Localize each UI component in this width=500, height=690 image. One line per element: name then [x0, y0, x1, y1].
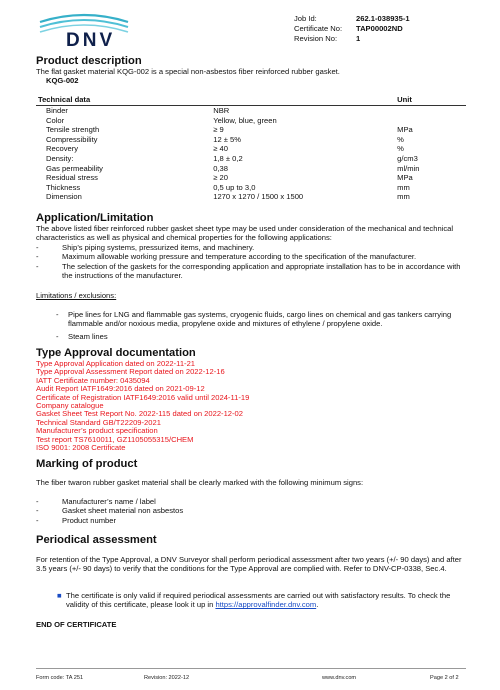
- revision-no-row: [294, 34, 410, 44]
- marking-list: [36, 497, 472, 525]
- property-value: 0,5 up to 3,0: [213, 182, 256, 192]
- dash-icon: -: [36, 252, 39, 262]
- property-unit: %: [397, 134, 404, 144]
- property-value: ≥ 40: [213, 144, 228, 154]
- approval-document-item: IATT Certificate number: 0435094: [36, 375, 150, 385]
- approval-document-item: Audit Report IATF1649:2016 dated on 2021-09-12: [36, 384, 205, 394]
- property-name: Thickness: [46, 182, 81, 192]
- property-unit: MPa: [397, 125, 413, 135]
- dash-icon: -: [36, 506, 39, 516]
- footer-divider: [36, 668, 466, 669]
- property-unit: mm: [397, 182, 410, 192]
- unit-heading: Unit: [397, 95, 412, 104]
- approval-document-item: Company catalogue: [36, 401, 104, 411]
- technical-data-header: [36, 95, 466, 106]
- end-of-certificate: END OF CERTIFICATE: [36, 620, 117, 629]
- validity-note-text: The certificate is only valid if required periodical assessments are carried out with satisfactory results. To check the validity of this certificate, please look it up in: [66, 591, 451, 610]
- footer-page: Page 2 of 2: [430, 675, 459, 681]
- product-description-heading: Product description: [36, 55, 142, 67]
- technical-data-row: [36, 125, 466, 135]
- list-item: [36, 497, 472, 506]
- property-name: Residual stress: [46, 173, 98, 183]
- property-name: Recovery: [46, 144, 79, 154]
- limitations-label: Limitations / exclusions:: [36, 291, 117, 300]
- property-name: Binder: [46, 106, 68, 115]
- technical-data-table: [36, 95, 466, 202]
- technical-data-row: [36, 192, 466, 202]
- list-item-text: The selection of the gaskets for the corresponding application and appropriate installation has to be in accordance with the instructions of the manufacturer.: [62, 261, 461, 281]
- technical-data-row: [36, 154, 466, 164]
- list-item-text: Ship’s piping systems, pressurized items, and machinery.: [62, 243, 255, 252]
- technical-data-row: [36, 144, 466, 154]
- property-unit: [397, 106, 466, 116]
- approval-document-item: Certificate of Registration IATF1649:2016 valid until 2024-11-19: [36, 392, 250, 402]
- technical-data-row: [36, 106, 466, 116]
- approval-finder-link[interactable]: https://approvalfinder.dnv.com: [215, 600, 317, 610]
- list-item-text: Gasket sheet material non asbestos: [62, 506, 184, 516]
- property-name: Color: [46, 115, 65, 125]
- periodical-text: For retention of the Type Approval, a DNV Surveyor shall perform periodical assessment after two years (+/- 90 days) and after 3.5 years (+/- 90 days) to verify that the conditions for the Type Approval are complied with. Refer to DNV-CP-0338, Sec.4.: [36, 555, 462, 574]
- list-item-text: Product number: [62, 515, 117, 525]
- dash-icon: -: [36, 497, 39, 506]
- footer-site: www.dnv.com: [322, 675, 357, 681]
- product-description-text: The flat gasket material KQG-002 is a special non-asbestos fiber reinforced rubber gasket.: [36, 67, 340, 76]
- property-unit: mm: [397, 192, 410, 202]
- property-unit: g/cm3: [397, 153, 418, 163]
- property-unit: %: [397, 144, 404, 154]
- footer-form-code: Form code: TA 251: [36, 675, 84, 681]
- list-item: [36, 262, 472, 281]
- certificate-no-row: [294, 24, 410, 34]
- property-value: 1270 x 1270 / 1500 x 1500: [213, 192, 304, 202]
- technical-data-row: [36, 183, 466, 193]
- dnv-logo: [38, 10, 130, 52]
- marking-heading: Marking of product: [36, 458, 138, 470]
- technical-data-rows: [36, 106, 466, 202]
- approval-document-item: Type Approval Application dated on 2022-11-21: [36, 359, 196, 368]
- certificate-no-value: TAP00002ND: [356, 24, 403, 34]
- property-value: NBR: [213, 106, 230, 115]
- technical-data-row: [36, 116, 466, 126]
- property-name: Gas permeability: [46, 163, 103, 173]
- technical-data-row: [36, 173, 466, 183]
- list-item: [36, 243, 472, 252]
- revision-no-label: Revision No:: [294, 34, 338, 44]
- certificate-meta: [294, 14, 410, 45]
- type-approval-list: [36, 360, 249, 452]
- property-unit: ml/min: [397, 163, 420, 173]
- list-item-text: Manufacturer’s name / label: [62, 497, 156, 506]
- job-id-value: 262.1-038935-1: [356, 14, 410, 23]
- list-item: [36, 506, 472, 515]
- dash-icon: -: [36, 515, 39, 525]
- dash-icon: -: [36, 261, 39, 271]
- application-intro: The above listed fiber reinforced rubber gasket sheet type may be used under consideration of the mechanical and technical characteristics as well as physical and chemical properties for the following applications:: [36, 224, 454, 243]
- technical-data-heading: Technical data: [38, 95, 91, 104]
- dash-icon: -: [36, 243, 39, 252]
- property-value: Yellow, blue, green: [213, 115, 277, 125]
- job-id-row: [294, 14, 410, 24]
- validity-note: [36, 591, 472, 610]
- limitations-list: [36, 310, 472, 344]
- list-item-text: Maximum allowable working pressure and temperature according to the specification of the manufacturer.: [62, 252, 417, 262]
- property-value: ≥ 9: [213, 125, 224, 135]
- technical-data-row: [36, 164, 466, 174]
- marking-intro: The fiber twaron rubber gasket material shall be clearly marked with the following minimum signs:: [36, 478, 364, 487]
- bullet-icon: ■: [57, 591, 62, 600]
- technical-data-row: [36, 135, 466, 145]
- property-name: Compressibility: [46, 134, 98, 144]
- periodical-heading: Periodical assessment: [36, 534, 157, 546]
- property-name: Density:: [46, 153, 74, 163]
- type-approval-heading: Type Approval documentation: [36, 347, 196, 359]
- product-name: KQG-002: [46, 76, 79, 85]
- certificate-no-label: Certificate No:: [294, 24, 343, 34]
- list-item-text: Pipe lines for LNG and flammable gas systems, cryogenic fluids, cargo lines on chemical and gas tankers carrying flammable and/or noxious media, propylene oxide and mixtures of ethylene / propylene oxide.: [68, 310, 452, 329]
- dash-icon: -: [56, 310, 59, 319]
- property-name: Dimension: [46, 192, 82, 202]
- footer-revision: Revision: 2022-12: [144, 675, 190, 681]
- application-list: [36, 243, 472, 281]
- property-value: ≥ 20: [213, 173, 228, 183]
- list-item: [36, 310, 472, 329]
- property-name: Tensile strength: [46, 125, 100, 135]
- property-value: 1,8 ± 0,2: [213, 153, 243, 163]
- approval-document-item: ISO 9001: 2008 Certificate: [36, 443, 126, 453]
- property-value: 12 ± 5%: [213, 134, 242, 144]
- dash-icon: -: [56, 331, 59, 341]
- application-heading: Application/Limitation: [36, 212, 154, 224]
- validity-note-end: .: [316, 600, 319, 610]
- property-value: 0,38: [213, 163, 228, 173]
- property-unit: MPa: [397, 173, 413, 183]
- job-id-label: Job Id:: [294, 14, 317, 23]
- dnv-logo-text: DNV: [66, 30, 116, 51]
- approval-document-item: Test report TS7610011, GZ1105055315/CHEM: [36, 434, 194, 444]
- property-unit: [397, 116, 466, 126]
- revision-no-value: 1: [356, 34, 361, 44]
- list-item: [36, 252, 472, 261]
- list-item: [36, 332, 472, 341]
- approval-document-item: Gasket Sheet Test Report No. 2022-115 dated on 2022-12-02: [36, 409, 243, 419]
- approval-document-item: Manufacturer’s product specification: [36, 426, 158, 436]
- list-item: [36, 516, 472, 525]
- approval-document-item: Technical Standard GB/T22209-2021: [36, 417, 161, 427]
- list-item-text: Steam lines: [68, 331, 108, 341]
- approval-document-item: Type Approval Assessment Report dated on 2022-12-16: [36, 367, 225, 377]
